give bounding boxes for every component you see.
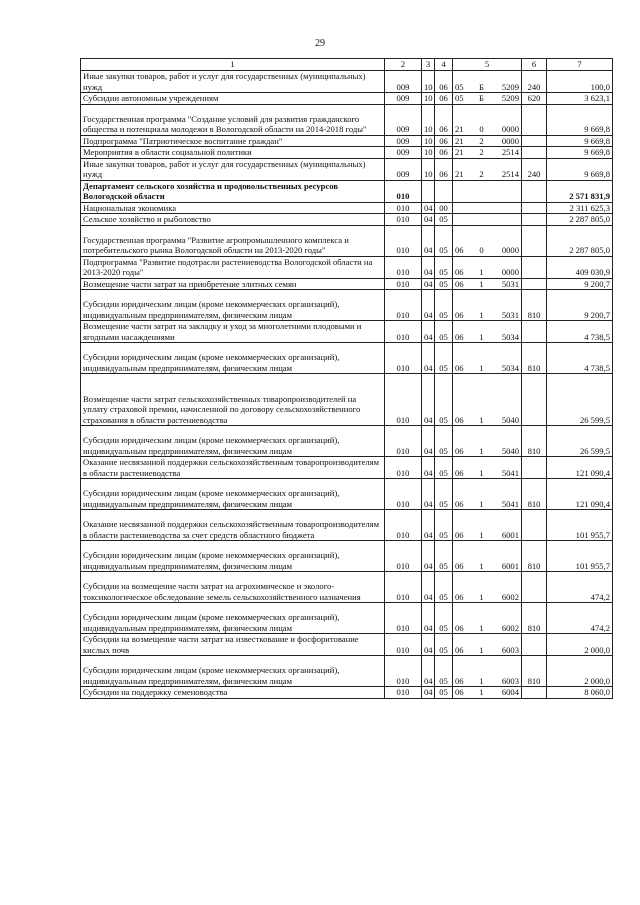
direction-code-cell: 5209 [489,71,522,93]
admin-code-cell: 010 [385,225,422,256]
direction-code-cell: 0000 [489,135,522,147]
section-code-cell: 04 [422,656,435,687]
section-code-cell: 04 [422,343,435,374]
subsection-code-cell: 05 [435,656,453,687]
direction-code-cell: 6004 [489,687,522,699]
target-code-cell: 06 [453,572,475,603]
subprogram-code-cell: 1 [475,634,489,656]
direction-code-cell: 5209 [489,93,522,105]
amount-cell: 101 955,7 [547,510,613,541]
subprogram-code-cell: 0 [475,104,489,135]
target-code-cell [453,180,475,202]
subsection-code-cell: 05 [435,256,453,278]
direction-code-cell: 5040 [489,426,522,457]
section-code-cell: 04 [422,214,435,226]
subprogram-code-cell: 1 [475,687,489,699]
direction-code-cell: 6001 [489,541,522,572]
target-code-cell: 06 [453,343,475,374]
direction-code-cell: 0000 [489,225,522,256]
section-code-cell: 04 [422,225,435,256]
target-code-cell: 06 [453,541,475,572]
table-row [81,343,613,374]
subsection-code-cell: 05 [435,510,453,541]
section-code-cell: 04 [422,426,435,457]
target-code-cell: 06 [453,225,475,256]
section-code-cell: 10 [422,158,435,180]
header-cell: 4 [435,59,453,71]
expense-type-cell [522,180,547,202]
header-cell: 1 [81,59,385,71]
header-cell: 5 [453,59,522,71]
amount-cell: 8 060,0 [547,687,613,699]
direction-code-cell: 6002 [489,603,522,634]
expense-type-cell: 810 [522,426,547,457]
amount-cell: 2 287 805,0 [547,214,613,226]
row-name-cell: Субсидии на возмещение части затрат на агрохимическое и эколого-токсикологическое обследование земель сельскохозяйственного назначения [81,572,385,603]
row-name-cell: Субсидии на возмещение части затрат на известкование и фосфоритование кислых почв [81,634,385,656]
admin-code-cell: 009 [385,158,422,180]
target-code-cell: 06 [453,687,475,699]
section-code-cell: 04 [422,479,435,510]
direction-code-cell: 6001 [489,510,522,541]
expense-type-cell: 810 [522,290,547,321]
subsection-code-cell: 05 [435,426,453,457]
subsection-code-cell: 05 [435,634,453,656]
expense-type-cell [522,104,547,135]
subprogram-code-cell: 1 [475,343,489,374]
subsection-code-cell: 06 [435,71,453,93]
admin-code-cell: 010 [385,603,422,634]
admin-code-cell: 010 [385,202,422,214]
row-name-cell: Субсидии юридическим лицам (кроме некоммерческих организаций), индивидуальным предпринимателям, физическим лицам [81,541,385,572]
direction-code-cell: 6003 [489,656,522,687]
admin-code-cell: 009 [385,147,422,159]
section-code-cell: 10 [422,104,435,135]
amount-cell: 2 311 625,3 [547,202,613,214]
subsection-code-cell: 05 [435,541,453,572]
expense-type-cell [522,510,547,541]
subsection-code-cell: 00 [435,202,453,214]
table-row [81,374,613,426]
subprogram-code-cell: Б [475,93,489,105]
section-code-cell: 04 [422,510,435,541]
section-code-cell: 04 [422,457,435,479]
row-name-cell: Государственная программа "Создание условий для развития гражданского общества и потенциала молодежи в Вологодской области на 2014-2018 годы" [81,104,385,135]
page-number: 29 [315,38,325,49]
subprogram-code-cell [475,202,489,214]
subprogram-code-cell: 1 [475,541,489,572]
amount-cell: 3 623,1 [547,93,613,105]
direction-code-cell: 5041 [489,479,522,510]
direction-code-cell: 6002 [489,572,522,603]
subprogram-code-cell: 1 [475,278,489,290]
direction-code-cell: 5034 [489,321,522,343]
subprogram-code-cell: Б [475,71,489,93]
row-name-cell: Департамент сельского хозяйства и продовольственных ресурсов Вологодской области [81,180,385,202]
amount-cell: 4 738,5 [547,343,613,374]
row-name-cell: Субсидии автономным учреждениям [81,93,385,105]
row-name-cell: Возмещение части затрат на закладку и уход за многолетними плодовыми и ягодными насаждениями [81,321,385,343]
admin-code-cell: 009 [385,104,422,135]
target-code-cell: 06 [453,426,475,457]
expense-type-cell: 620 [522,93,547,105]
amount-cell: 2 571 831,9 [547,180,613,202]
admin-code-cell: 010 [385,479,422,510]
table-row [81,603,613,634]
target-code-cell: 05 [453,93,475,105]
row-name-cell: Субсидии юридическим лицам (кроме некоммерческих организаций), индивидуальным предпринимателям, физическим лицам [81,603,385,634]
amount-cell: 9 200,7 [547,278,613,290]
section-code-cell: 04 [422,687,435,699]
header-cell: 3 [422,59,435,71]
section-code-cell [422,180,435,202]
row-name-cell: Иные закупки товаров, работ и услуг для государственных (муниципальных) нужд [81,158,385,180]
row-name-cell: Субсидии юридическим лицам (кроме некоммерческих организаций), индивидуальным предпринимателям, физическим лицам [81,479,385,510]
subsection-code-cell: 06 [435,135,453,147]
row-name-cell: Подпрограмма "Развитие подотрасли растениеводства Вологодской области на 2013-2020 годы" [81,256,385,278]
admin-code-cell: 010 [385,687,422,699]
subprogram-code-cell: 1 [475,603,489,634]
subprogram-code-cell: 1 [475,457,489,479]
target-code-cell: 06 [453,603,475,634]
subprogram-code-cell: 1 [475,321,489,343]
amount-cell: 26 599,5 [547,426,613,457]
amount-cell: 121 090,4 [547,479,613,510]
table-row [81,510,613,541]
expense-type-cell: 810 [522,479,547,510]
expense-type-cell [522,135,547,147]
expense-type-cell [522,256,547,278]
target-code-cell: 06 [453,290,475,321]
direction-code-cell [489,214,522,226]
admin-code-cell: 010 [385,214,422,226]
expense-type-cell [522,457,547,479]
table-row [81,180,613,202]
subsection-code-cell: 05 [435,214,453,226]
admin-code-cell: 009 [385,93,422,105]
row-name-cell: Субсидии юридическим лицам (кроме некоммерческих организаций), индивидуальным предпринимателям, физическим лицам [81,656,385,687]
amount-cell: 100,0 [547,71,613,93]
target-code-cell: 06 [453,457,475,479]
section-code-cell: 10 [422,93,435,105]
subsection-code-cell: 05 [435,687,453,699]
section-code-cell: 10 [422,71,435,93]
admin-code-cell: 009 [385,135,422,147]
amount-cell: 9 669,8 [547,135,613,147]
subsection-code-cell: 05 [435,225,453,256]
target-code-cell: 06 [453,321,475,343]
direction-code-cell: 2514 [489,147,522,159]
header-cell: 7 [547,59,613,71]
section-code-cell: 04 [422,374,435,426]
amount-cell: 9 669,8 [547,104,613,135]
amount-cell: 474,2 [547,572,613,603]
row-name-cell: Возмещение части затрат на приобретение элитных семян [81,278,385,290]
table-row [81,147,613,159]
row-name-cell: Субсидии юридическим лицам (кроме некоммерческих организаций), индивидуальным предпринимателям, физическим лицам [81,343,385,374]
direction-code-cell [489,202,522,214]
row-name-cell: Субсидии на поддержку семеноводства [81,687,385,699]
table-row [81,71,613,93]
table-row [81,426,613,457]
subsection-code-cell: 05 [435,457,453,479]
admin-code-cell: 010 [385,634,422,656]
amount-cell: 2 000,0 [547,656,613,687]
section-code-cell: 04 [422,541,435,572]
admin-code-cell: 010 [385,656,422,687]
subsection-code-cell: 06 [435,158,453,180]
section-code-cell: 04 [422,278,435,290]
expense-type-cell: 810 [522,343,547,374]
table-header-row [81,59,613,71]
target-code-cell: 05 [453,71,475,93]
amount-cell: 121 090,4 [547,457,613,479]
row-name-cell: Мероприятия в области социальной политики [81,147,385,159]
subsection-code-cell: 06 [435,147,453,159]
subsection-code-cell: 05 [435,603,453,634]
admin-code-cell: 010 [385,343,422,374]
expense-type-cell [522,147,547,159]
table-body [81,71,613,699]
direction-code-cell [489,180,522,202]
table-row [81,656,613,687]
target-code-cell: 06 [453,634,475,656]
admin-code-cell: 010 [385,457,422,479]
target-code-cell: 06 [453,479,475,510]
direction-code-cell: 5041 [489,457,522,479]
subsection-code-cell: 05 [435,321,453,343]
row-name-cell: Национальная экономика [81,202,385,214]
subprogram-code-cell: 1 [475,572,489,603]
expense-type-cell [522,572,547,603]
direction-code-cell: 5031 [489,290,522,321]
section-code-cell: 10 [422,147,435,159]
amount-cell: 9 669,8 [547,158,613,180]
row-name-cell: Подпрограмма "Патриотическое воспитание граждан" [81,135,385,147]
expense-type-cell: 240 [522,71,547,93]
table-row [81,687,613,699]
subsection-code-cell [435,180,453,202]
direction-code-cell: 5034 [489,343,522,374]
admin-code-cell: 010 [385,426,422,457]
section-code-cell: 04 [422,603,435,634]
table-row [81,158,613,180]
subprogram-code-cell: 1 [475,426,489,457]
expense-type-cell [522,374,547,426]
section-code-cell: 04 [422,202,435,214]
admin-code-cell: 009 [385,71,422,93]
expense-type-cell [522,687,547,699]
subsection-code-cell: 06 [435,93,453,105]
amount-cell: 409 030,9 [547,256,613,278]
subprogram-code-cell: 0 [475,225,489,256]
table-row [81,104,613,135]
header-cell: 6 [522,59,547,71]
subsection-code-cell: 06 [435,104,453,135]
admin-code-cell: 010 [385,278,422,290]
table-row [81,634,613,656]
target-code-cell: 06 [453,510,475,541]
target-code-cell: 21 [453,104,475,135]
section-code-cell: 04 [422,572,435,603]
target-code-cell [453,202,475,214]
amount-cell: 2 000,0 [547,634,613,656]
table-row [81,202,613,214]
expense-type-cell [522,214,547,226]
admin-code-cell: 010 [385,256,422,278]
admin-code-cell: 010 [385,510,422,541]
admin-code-cell: 010 [385,374,422,426]
expense-type-cell [522,202,547,214]
amount-cell: 4 738,5 [547,321,613,343]
expense-type-cell: 810 [522,656,547,687]
subsection-code-cell: 05 [435,343,453,374]
subprogram-code-cell: 2 [475,147,489,159]
table-row [81,135,613,147]
subprogram-code-cell: 2 [475,135,489,147]
table-row [81,93,613,105]
direction-code-cell: 0000 [489,104,522,135]
section-code-cell: 04 [422,321,435,343]
section-code-cell: 04 [422,256,435,278]
expense-type-cell: 810 [522,603,547,634]
section-code-cell: 04 [422,290,435,321]
subsection-code-cell: 05 [435,572,453,603]
target-code-cell: 06 [453,374,475,426]
row-name-cell: Возмещение части затрат сельскохозяйственных товаропроизводителей на уплату страховой премии, начисленной по договору сельскохозяйственного страхования в области растениеводства [81,374,385,426]
admin-code-cell: 010 [385,321,422,343]
target-code-cell: 06 [453,256,475,278]
amount-cell: 9 200,7 [547,290,613,321]
subprogram-code-cell [475,180,489,202]
table-row [81,572,613,603]
admin-code-cell: 010 [385,180,422,202]
admin-code-cell: 010 [385,290,422,321]
amount-cell: 474,2 [547,603,613,634]
budget-table [80,58,613,699]
amount-cell: 2 287 805,0 [547,225,613,256]
row-name-cell: Субсидии юридическим лицам (кроме некоммерческих организаций), индивидуальным предпринимателям, физическим лицам [81,426,385,457]
direction-code-cell: 2514 [489,158,522,180]
expense-type-cell [522,321,547,343]
direction-code-cell: 6003 [489,634,522,656]
target-code-cell: 21 [453,135,475,147]
row-name-cell: Государственная программа "Развитие агропромышленного комплекса и потребительского рынка Вологодской области на 2013-2020 годы" [81,225,385,256]
subprogram-code-cell: 1 [475,510,489,541]
row-name-cell: Сельское хозяйство и рыболовство [81,214,385,226]
subprogram-code-cell: 1 [475,479,489,510]
expense-type-cell [522,225,547,256]
row-name-cell: Иные закупки товаров, работ и услуг для государственных (муниципальных) нужд [81,71,385,93]
direction-code-cell: 5031 [489,278,522,290]
expense-type-cell: 240 [522,158,547,180]
target-code-cell: 06 [453,278,475,290]
subsection-code-cell: 05 [435,290,453,321]
subsection-code-cell: 05 [435,374,453,426]
amount-cell: 9 669,8 [547,147,613,159]
table-row [81,256,613,278]
header-cell: 2 [385,59,422,71]
table-row [81,321,613,343]
target-code-cell: 21 [453,158,475,180]
expense-type-cell [522,634,547,656]
subsection-code-cell: 05 [435,278,453,290]
expense-type-cell: 810 [522,541,547,572]
subprogram-code-cell: 1 [475,256,489,278]
target-code-cell [453,214,475,226]
section-code-cell: 10 [422,135,435,147]
table-row [81,479,613,510]
row-name-cell: Оказание несвязанной поддержки сельскохозяйственным товаропроизводителям в области растениеводства за счет средств областного бюджета [81,510,385,541]
table-row [81,290,613,321]
row-name-cell: Оказание несвязанной поддержки сельскохозяйственным товаропроизводителям в области растениеводства [81,457,385,479]
subsection-code-cell: 05 [435,479,453,510]
subprogram-code-cell [475,214,489,226]
section-code-cell: 04 [422,634,435,656]
table-row [81,278,613,290]
table-row [81,214,613,226]
direction-code-cell: 5040 [489,374,522,426]
target-code-cell: 06 [453,656,475,687]
subprogram-code-cell: 2 [475,158,489,180]
table-row [81,225,613,256]
table-row [81,541,613,572]
row-name-cell: Субсидии юридическим лицам (кроме некоммерческих организаций), индивидуальным предпринимателям, физическим лицам [81,290,385,321]
subprogram-code-cell: 1 [475,290,489,321]
subprogram-code-cell: 1 [475,656,489,687]
table-row [81,457,613,479]
amount-cell: 101 955,7 [547,541,613,572]
amount-cell: 26 599,5 [547,374,613,426]
admin-code-cell: 010 [385,541,422,572]
target-code-cell: 21 [453,147,475,159]
direction-code-cell: 0000 [489,256,522,278]
admin-code-cell: 010 [385,572,422,603]
subprogram-code-cell: 1 [475,374,489,426]
expense-type-cell [522,278,547,290]
